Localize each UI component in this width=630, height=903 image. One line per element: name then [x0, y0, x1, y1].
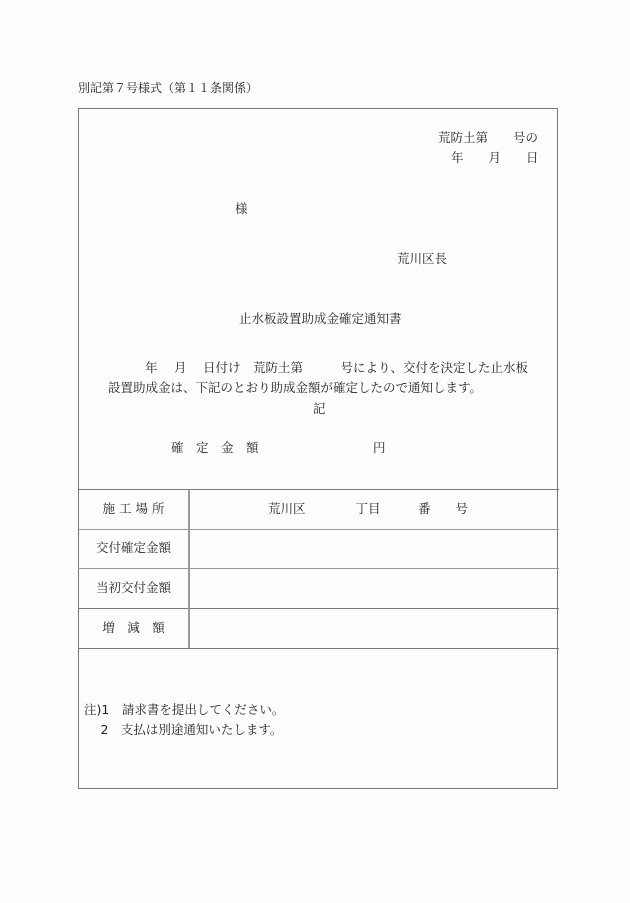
row-divider — [78, 608, 559, 609]
reference-number: 荒防土第 号の — [438, 130, 539, 145]
document-frame — [78, 108, 558, 789]
table-bottom-border — [78, 648, 559, 649]
construction-site-value: 荒川区 丁目 番 号 — [268, 501, 469, 516]
label-initial-grant: 当初交付金額 — [95, 580, 171, 595]
ki-mark: 記 — [313, 401, 326, 416]
addressee-suffix: 様 — [235, 201, 248, 216]
table-top-border — [78, 489, 559, 490]
label-difference: 増 減 額 — [102, 620, 165, 635]
note-2: 2 支払は別途通知いたします。 — [84, 722, 283, 737]
row-divider — [78, 568, 559, 569]
column-divider — [188, 489, 190, 648]
note-1: 注)1 請求書を提出してください。 — [84, 702, 285, 717]
document-title: 止水板設置助成金確定通知書 — [239, 311, 402, 326]
label-confirmed-grant: 交付確定金額 — [95, 540, 171, 555]
issue-date: 年 月 日 — [451, 150, 539, 165]
body-line-2: 設置助成金は、下記のとおり助成金額が確定したので通知します。 — [108, 380, 483, 395]
row-divider — [78, 529, 559, 530]
yen-unit: 円 — [373, 440, 386, 455]
label-construction-site: 施 工 場 所 — [102, 501, 165, 516]
issuer: 荒川区長 — [397, 251, 448, 266]
form-label: 別記第７号様式（第１１条関係） — [78, 81, 259, 95]
body-line-1: 年 月 日付け 荒防土第 号により、交付を決定した止水板 — [145, 360, 528, 375]
confirmed-amount-label: 確 定 金 額 — [171, 440, 259, 455]
